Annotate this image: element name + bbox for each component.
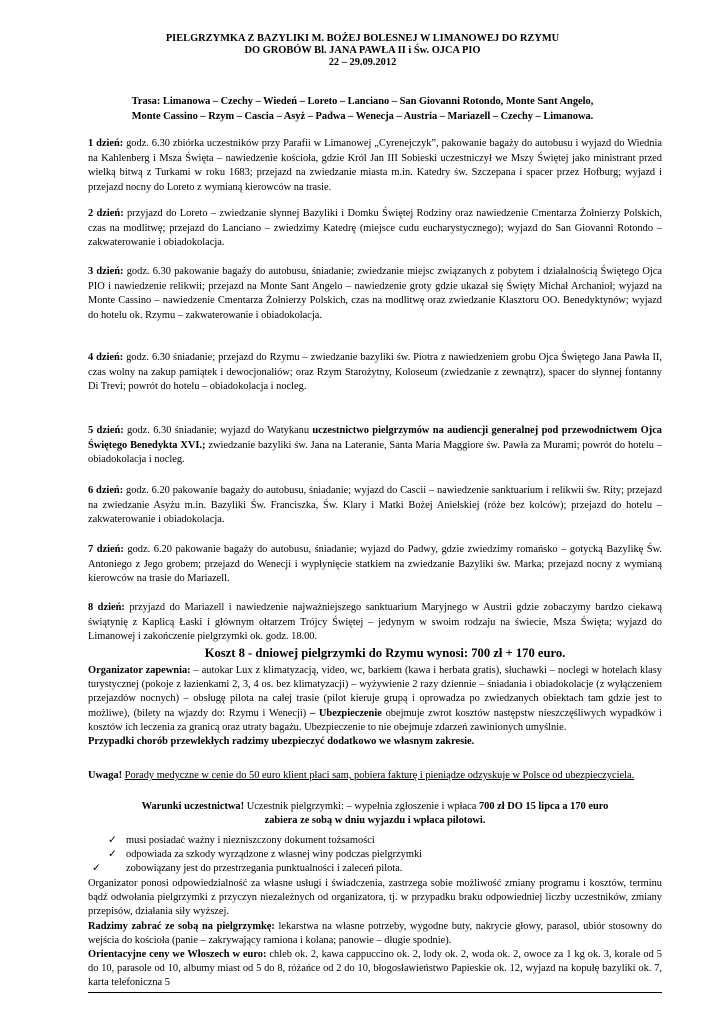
warning-text: Porady medyczne w cenie do 50 euro klient płaci sam, pobiera fakturę i pieniądze odzyskuje w Polsce od ubezpieczyciela. [124,770,635,781]
title-line-3: 22 – 29.09.2012 [328,57,397,68]
day-2 [88,207,662,251]
day-text: godz. 6.30 zbiórka uczestników przy Parafii w Limanowej „Cyrenejczyk”, pakowanie bagaży do autobusu i wyjazd do Wiednia na Kahlenberg i Msza Święta – nawiedzenie kościoła, gdzie Król Jan III Sobieski uczestniczył we Mszy Świętej jako ministrant przed wielką bitwą z Turkami w roku 1683; przejazd na zwiedzanie miasta m.in. Katedry św. Szczepana i spacer przez Hofburg; wyjazd i przejazd nocny do Loreto z wymianą kierowców na trasie. [88,138,662,193]
take-text: lekarstwa na własne potrzeby, wygodne buty, nakrycie głowy, parasol, ubiór stosowny do wejścia do kościoła (panie – zakrywający ramiona i kolana; panowie – długie spodnie). [88,921,662,947]
day-5 [88,424,662,468]
day-label: 5 dzień: [88,425,124,436]
warning-label: Uwaga! [88,770,123,781]
what-to-take [88,920,662,948]
insurance-text: obejmuje zwrot kosztów następstw nieszczęśliwych wypadków i kosztów ich leczenia za granicą oraz utraty bagażu. Ubezpieczenie to nie obejmuje zdarzeń zawinionych umyślnie. [88,707,662,733]
conditions-text: Uczestnik pielgrzymki: – wypełnia zgłoszenie i wpłaca [244,801,479,812]
day-text: godz. 6.30 pakowanie bagaży do autobusu, śniadanie; zwiedzanie miejsc związanych z pobytem i działalnością Świętego Ojca PIO i nawiedzenie relikwii; przejazd na Monte Sant Angelo – nawiedzenie groty gdzie ukazał się Święty Michał Archanioł; wyjazd na Monte Cassino – nawiedzenie Cmentarza Żołnierzy Polskich, czas na modlitwę oraz zwiedzanie Klasztoru OO. Benedyktynów; wyjazd do hotelu ok. Rzymu – zakwaterowanie i obiadokolacja. [88,266,663,321]
chronic-illness-note: Przypadki chorób przewlekłych radzimy ubezpieczyć dodatkowo we własnym zakresie. [88,736,475,748]
day-label: 2 dzień: [88,208,124,219]
day-text: godz. 6.30 śniadanie; wyjazd do Watykanu [123,425,313,436]
organizer-label: Organizator zapewnia: [88,665,191,676]
prices-text: chleb ok. 2, kawa cappuccino ok. 2, lody ok. 2, woda ok. 2, owoce za 1 kg ok. 3, korale od 5 do 10, parasole od 10, albumy miast od 5 do 8, różańce od 2 do 10, błogosławieństwo Papieskie ok. 12, wyjazd na kopułę bazyliki ok. 7, karta telefoniczna 5 [88,949,662,989]
cost-heading: Koszt 8 - dniowej pielgrzymki do Rzymu wynosi: 700 zł + 170 euro. [204,646,566,660]
conditions-label: Warunki uczestnictwa! [141,801,245,812]
day-3 [88,265,662,323]
title-line-2: DO GROBÓW Bl. JANA PAWŁA II i Św. OJCA PIO [244,45,481,56]
organizer-text: – autokar Lux z klimatyzacją, video, wc, barkiem (kawa i herbata gratis), słuchawki – noclegi w hotelach klasy turystycznej (pokoje z łazienkami 2, 3, 4 os. bez klimatyzacji) – wyżywienie 2 razy dziennie – śniadania i obiadokolacje (z wyłączeniem przejazdów nocnych) – obsługę pilota na całej trasie (pilot kieruje grupą i oprowadza po zwiedzanych obiektach tam gdzie jest to możliwe), (bilety na wjazdy do: Rzymu i Wenecji) [88,665,662,719]
route-line-2: Monte Cassino – Rzym – Cascia – Asyż – Padwa – Wenecja – Austria – Mariazell – Czechy – Limanowa. [131,110,594,122]
checkmark-icon: ✓ [108,849,117,861]
audience-highlight: uczestnictwo pielgrzymów na audiencji generalnej pod przewodnictwem Ojca Świętego Benedykta XVI.; [88,425,663,451]
route [80,95,645,124]
bottom-divider [88,992,662,993]
day-text: przyjazd do Loreto – zwiedzanie słynnej Bazyliki i Domku Świętej Rodziny oraz nawiedzenie Cmentarza Żołnierzy Polskich, czas na modlitwę; przejazd do Lanciano – zwiedzimy Katedrę (miejsce cudu eucharystycznego); wyjazd do San Giovanni Rotondo – zakwaterowanie i obiadokolacja. [88,208,662,249]
day-6 [88,484,662,528]
day-label: 8 dzień: [88,602,125,613]
day-label: 4 dzień: [88,352,124,363]
organizer-provides [88,664,662,749]
insurance-label: – Ubezpieczenie [309,707,382,719]
day-text: godz. 6.30 śniadanie; przejazd do Rzymu – zwiedzanie bazyliki św. Piotra z nawiedzeniem grobu Ojca Świętego Jana Pawła II, czas wolny na zakup pamiątek i dewocjonaliów; oraz Rzym Starożytny, Koloseum (zwiedzanie z zewnątrz), spacer do słynnej fontanny Di Trevi; powrót do hotelu – obiadokolacja i nocleg. [88,352,662,393]
conditions-payment-cont: zabiera ze sobą w dniu wyjazdu i wpłaca pilotowi. [264,815,486,827]
day-8 [88,601,662,645]
take-label: Radzimy zabrać ze sobą na pielgrzymkę: [88,921,275,932]
route-line-1: Trasa: Limanowa – Czechy – Wiedeń – Loreto – Lanciano – San Giovanni Rotondo, Monte Sant Angelo, [131,96,594,107]
document-title [60,33,665,69]
conditions-checklist [92,834,423,877]
day-text: godz. 6.20 pakowanie bagaży do autobusu, śniadanie; wyjazd do Cascii – nawiedzenie sanktuarium i relikwii św. Rity; przejazd na zwiedzanie Asyżu m.in. Bazyliki Św. Franciszka, Św. Klary i Matki Bożej Anielskiej (róże bez kolców); przejazd do hotelu – zakwaterowanie i obiadokolacja. [88,485,663,526]
day-label: 7 dzień: [88,544,124,555]
day-text: godz. 6.20 pakowanie bagaży do autobusu, śniadanie; wyjazd do Padwy, gdzie zwiedzimy romańsko – gotycką Bazylikę Św. Antoniego z Jego grobem; przejazd do Wenecji i wypłynięcie statkiem na zwiedzanie Bazyliki św. Marka; przejazd nocny z wymianą kierowców na trasie do Mariazell. [88,544,663,585]
day-4 [88,351,662,395]
list-item: ✓ zobowiązany jest do przestrzegania punktualności i zaleceń pilota. [92,862,422,876]
day-label: 3 dzień: [88,266,124,277]
title-line-1: PIELGRZYMKA Z BAZYLIKI M. BOŻEJ BOLESNEJ W LIMANOWEJ DO RZYMU [165,33,560,44]
warning [88,769,662,783]
day-label: 1 dzień: [88,138,124,149]
day-1 [88,137,662,195]
checkmark-icon: ✓ [108,835,117,846]
day-text-cont: zwiedzanie bazyliki św. Jana na Lateranie, Santa Maria Maggiore św. Pawła za Murami; powrót do hotelu – obiadokolacja i nocleg. [88,439,662,466]
day-7 [88,543,662,587]
price-list [88,948,662,991]
list-item: ✓ odpowiada za szkody wyrządzone z własnej winy podczas pielgrzymki [108,848,422,862]
conditions-payment: 700 zł DO 15 lipca a 170 euro [478,801,609,812]
organizer-liability: Organizator ponosi odpowiedzialność za własne usługi i świadczenia, zastrzega sobie możliwość zmiany programu i kosztów, terminu bądź odwołania pielgrzymki z przyczyn niezależnych od organizatora, tj. w przypadku braku odpowiedniej liczby uczestników, zmiany przepisów, działania siły wyższej. [88,878,662,918]
day-label: 6 dzień: [88,485,124,496]
list-item: ✓ musi posiadać ważny i niezniszczony dokument tożsamości [108,834,422,848]
prices-label: Orientacyjne ceny we Włoszech w euro: [88,949,267,960]
day-text: przyjazd do Mariazell i nawiedzenie najważniejszego sanktuarium Maryjnego w Austrii gdzie zobaczymy bardzo ciekawą świątynię z Kaplicą Łaski i głównym ołtarzem Trójcy Świętej – jedynym w swoim rodzaju na świecie, Msza Święta; wyjazd do Limanowej i zakończenie pielgrzymki ok. godz. 18.00. [88,602,663,643]
conditions [88,800,662,828]
checkmark-icon: ✓ [92,863,101,875]
